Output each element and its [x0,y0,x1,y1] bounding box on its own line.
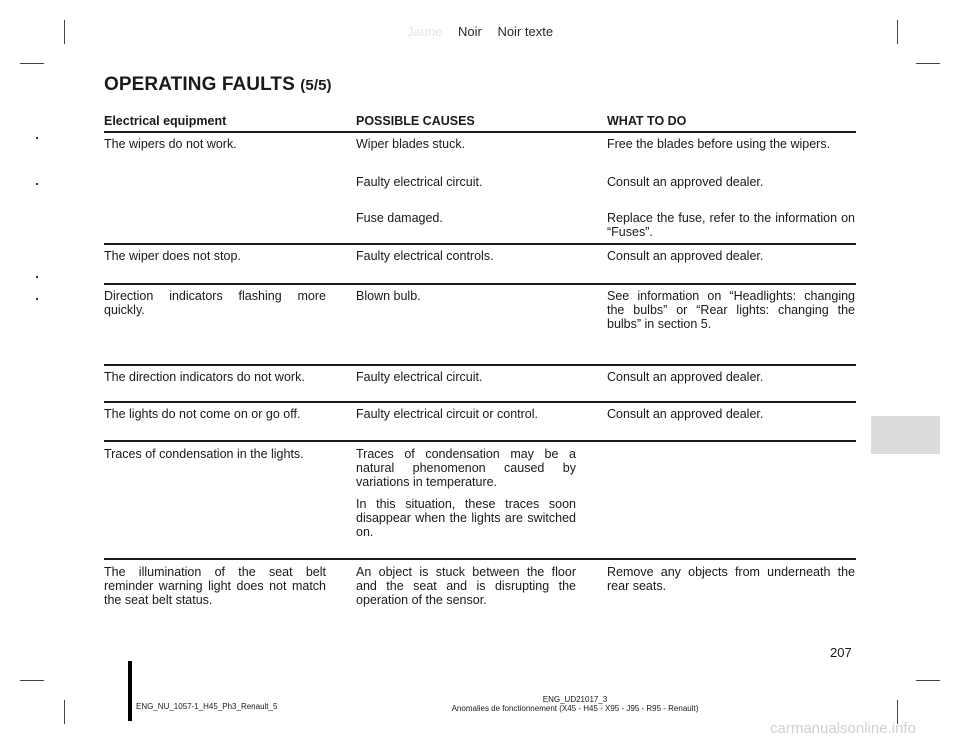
table-row-cause: Blown bulb. [356,289,421,303]
column-header-action: WHAT TO DO [607,114,687,128]
row-divider [104,283,856,285]
table-row-action: See information on “Headlights: changing the bulbs” or “Rear lights: changing the bulbs” in section 5. [607,289,855,331]
crop-mark [64,700,65,724]
page-number: 207 [830,645,852,660]
row-divider [104,364,856,366]
label-jaune: Jaune [406,24,443,39]
column-header-equipment: Electrical equipment [104,114,227,128]
row-divider [104,558,856,560]
registration-dot [36,183,38,185]
label-noir: Noir [457,24,482,39]
table-row-equipment: The direction indicators do not work. [104,370,305,384]
row-divider [104,131,856,133]
table-row-equipment: Direction indicators flashing more quickly. [104,289,326,317]
table-row-equipment: Traces of condensation in the lights. [104,447,304,461]
table-row-equipment: The illumination of the seat belt reminder warning light does not match the seat belt status. [104,565,326,607]
table-row-action: Remove any objects from underneath the rear seats. [607,565,855,593]
color-separation-labels [0,24,960,39]
section-bar [128,661,132,721]
registration-dot [36,276,38,278]
table-row-cause: In this situation, these traces soon disappear when the lights are switched on. [356,497,576,539]
footer-left: ENG_NU_1057-1_H45_Ph3_Renault_5 [136,702,278,711]
table-row-action: Consult an approved dealer. [607,370,764,384]
table-row-cause: Fuse damaged. [356,211,443,225]
table-row-cause: Traces of condensation may be a natural phenomenon caused by variations in temperature. [356,447,576,489]
table-row-equipment: The wiper does not stop. [104,249,241,263]
table-row-cause: Faulty electrical circuit or control. [356,407,539,421]
table-row-action: Consult an approved dealer. [607,407,764,421]
column-header-causes: POSSIBLE CAUSES [356,114,475,128]
table-row-equipment: The lights do not come on or go off. [104,407,301,421]
table-row-cause: An object is stuck between the floor and the seat and is disrupting the operation of the sensor. [356,565,576,607]
footer-description: Anomalies de fonctionnement (X45 - H45 - X95 - J95 - R95 - Renault) [451,704,699,713]
title-sub: (5/5) [300,77,332,94]
table-row-cause: Faulty electrical controls. [356,249,494,263]
crop-mark [916,680,940,681]
table-row-action: Consult an approved dealer. [607,249,764,263]
crop-mark [20,680,44,681]
footer-right [380,695,770,713]
table-row-action: Free the blades before using the wipers. [607,137,831,151]
row-divider [104,401,856,403]
label-noir-texte: Noir texte [497,24,554,39]
section-tab [871,416,940,454]
table-row-equipment: The wipers do not work. [104,137,237,151]
table-row-cause: Faulty electrical circuit. [356,175,483,189]
page-title [104,74,332,96]
crop-mark [916,63,940,64]
footer-code: ENG_UD21017_3 [542,695,608,704]
watermark: carmanualsonline.info [770,720,916,737]
row-divider [104,440,856,442]
registration-dot [36,137,38,139]
title-main: OPERATING FAULTS [104,74,295,95]
table-row-action: Consult an approved dealer. [607,175,764,189]
table-row-action: Replace the fuse, refer to the information on “Fuses”. [607,211,855,239]
table-row-cause: Wiper blades stuck. [356,137,466,151]
crop-mark [20,63,44,64]
table-row-cause: Faulty electrical circuit. [356,370,483,384]
row-divider [104,243,856,245]
registration-dot [36,298,38,300]
